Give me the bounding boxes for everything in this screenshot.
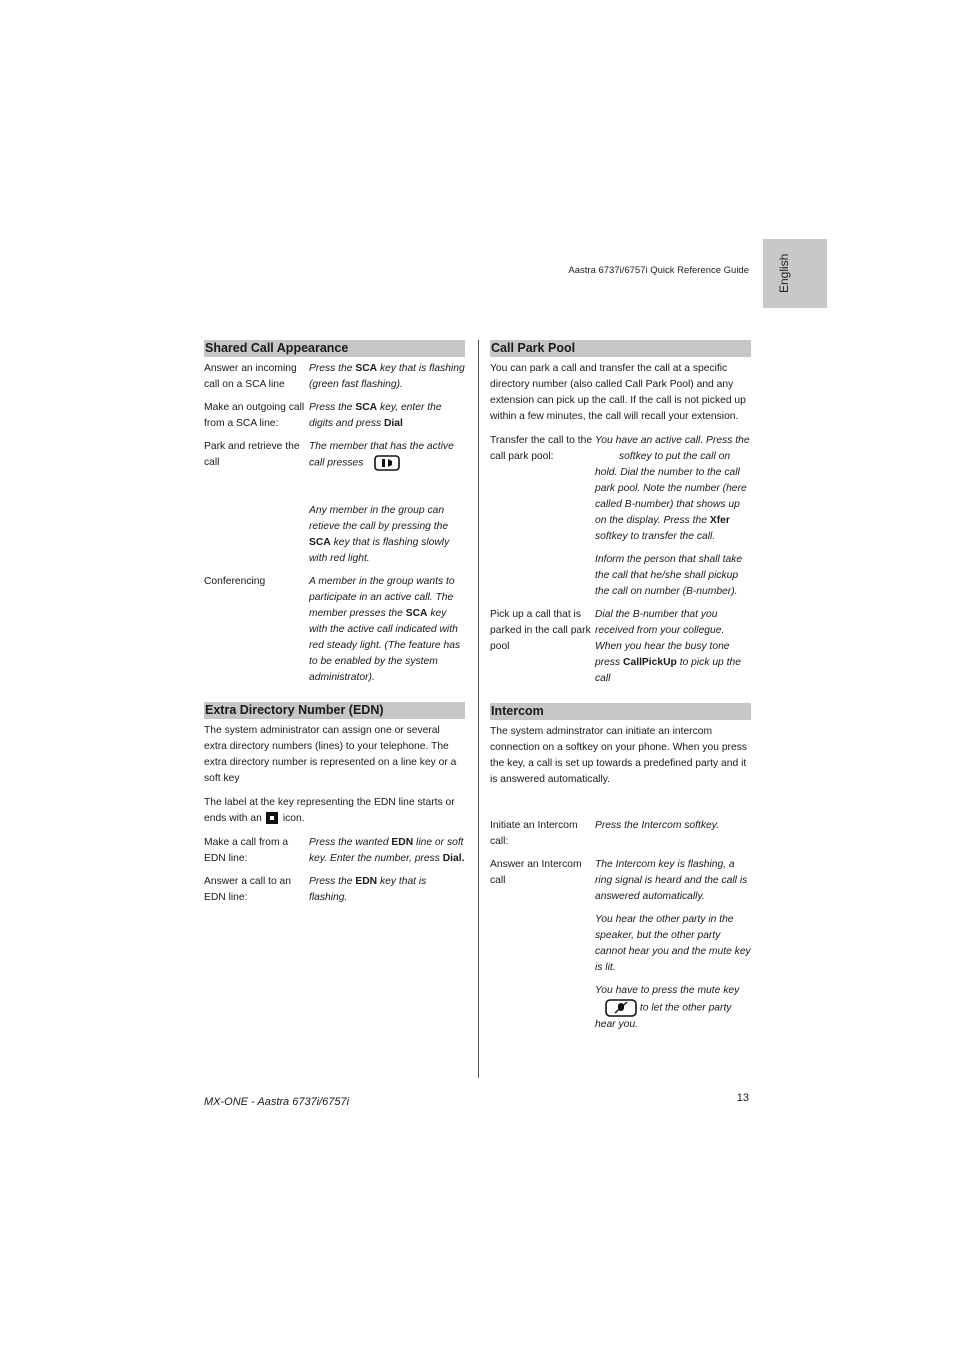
edn-square-icon xyxy=(266,812,278,824)
desc-key: SCA xyxy=(355,363,378,374)
column-divider xyxy=(478,340,479,1078)
row-description xyxy=(309,874,465,906)
note-text: icon. xyxy=(282,812,305,824)
row-description: Press the Intercom softkey. xyxy=(595,820,719,831)
cpp-row-inform xyxy=(490,552,751,600)
desc-text: key that is flashing slowly with red light. xyxy=(309,536,450,564)
desc-text: Dial the B-number that you received from your collegue. When you hear the busy tone press xyxy=(595,609,730,668)
row-label: Make a call from a EDN line: xyxy=(204,836,289,864)
edn-icon-note xyxy=(204,795,465,827)
row-description xyxy=(309,361,465,393)
row-description xyxy=(309,439,465,472)
row-label-empty xyxy=(490,983,595,1033)
intercom-row-answer xyxy=(490,857,751,905)
row-label: Answer a call to an EDN line: xyxy=(204,875,291,903)
desc-key: SCA xyxy=(405,607,428,619)
desc-key: CallPickUp xyxy=(623,657,677,668)
note-text: The label at the key representing the EDN line starts or ends with an xyxy=(204,796,455,824)
mute-key-icon xyxy=(605,999,637,1017)
desc-text: key with the active call indicated with red steady light. (The feature has to be enabled by the system administrator). xyxy=(309,607,461,683)
desc-key: EDN xyxy=(391,836,414,848)
row-description: You hear the other party in the speaker, but the other party cannot hear you and the mute key is lit. xyxy=(595,914,751,973)
edn-row-answer xyxy=(204,874,465,906)
language-tab xyxy=(763,239,827,308)
desc-key: EDN xyxy=(355,875,378,887)
row-description xyxy=(309,574,465,686)
cpp-intro: You can park a call and transfer the call at a specific directory number (also called Call Park Pool) and any extension can pick up the call. If the call is not picked up within a few minutes, the call will recall your extension. xyxy=(490,363,746,422)
intercom-row-mute xyxy=(490,983,751,1033)
edn-intro: The system administrator can assign one or several extra directory numbers (lines) to your telephone. The extra directory number is represented on a line key or a soft key xyxy=(204,724,457,784)
row-description xyxy=(309,835,465,867)
desc-key: Dial. xyxy=(442,852,465,864)
sca-row-retrieve xyxy=(204,503,465,567)
row-description: Inform the person that shall take the call that he/she shall pickup the call on number (B-number). xyxy=(595,554,743,597)
intercom-intro: The system adminstrator can initiate an intercom connection on a softkey on your phone. When you press the key, a call is set up towards a predefined party and it is answered automatically. xyxy=(490,726,748,785)
row-label: Answer an Intercom call xyxy=(490,859,582,886)
desc-text: line or soft key. Enter the number, press xyxy=(309,836,464,864)
guide-title: Aastra 6737i/6757i Quick Reference Guide xyxy=(568,265,749,276)
desc-text: key, enter the digits and press xyxy=(309,402,442,429)
sca-row-park xyxy=(204,439,465,472)
desc-text: You have to press the mute key xyxy=(595,985,740,996)
row-label: Pick up a call that is parked in the call park pool xyxy=(490,609,591,652)
row-label-empty xyxy=(490,552,595,600)
desc-text: to pick up the call xyxy=(595,657,741,684)
desc-key: Xfer xyxy=(709,515,730,526)
desc-key: Dial xyxy=(383,418,403,429)
row-label-empty xyxy=(490,912,595,976)
row-label: Conferencing xyxy=(204,575,266,587)
footer-product: MX-ONE - Aastra 6737i/6757i xyxy=(204,1096,350,1108)
row-label: Park and retrieve the call xyxy=(204,441,300,468)
row-description xyxy=(309,400,465,432)
desc-text: Press the xyxy=(309,402,356,413)
desc-text: Any member in the group can retieve the call by pressing the xyxy=(309,504,449,532)
row-label: Make an outgoing call from a SCA line: xyxy=(204,402,305,429)
desc-key: SCA xyxy=(355,402,378,413)
desc-text: key that is flashing (green fast flashing). xyxy=(309,363,465,390)
row-label: Transfer the call to the call park pool: xyxy=(490,435,593,462)
desc-text: softkey to put the call on hold. Dial the number to the call park pool. Note the number (here called B-number) that shows up on the display. Press the xyxy=(595,451,747,526)
desc-text: softkey to transfer the call. xyxy=(595,531,716,542)
desc-text: Press the xyxy=(309,363,356,374)
sca-row-answer xyxy=(204,361,465,393)
row-description xyxy=(595,607,751,687)
intercom-row-initiate xyxy=(490,818,751,850)
hold-key-icon xyxy=(374,455,400,471)
desc-text: Press the wanted xyxy=(309,836,392,848)
intercom-row-speaker xyxy=(490,912,751,976)
left-column xyxy=(204,340,465,913)
section-title-sca: Shared Call Appearance xyxy=(204,340,465,357)
row-label-empty xyxy=(204,503,309,567)
sca-row-outgoing xyxy=(204,400,465,432)
desc-text: Press the xyxy=(309,875,356,887)
desc-key: SCA xyxy=(309,536,331,548)
desc-text: You have an active call. Press the xyxy=(595,435,750,446)
page-number: 13 xyxy=(736,1092,749,1104)
language-tab-label: English xyxy=(777,253,791,293)
section-title-edn: Extra Directory Number (EDN) xyxy=(204,702,465,719)
desc-text: key that is flashing. xyxy=(309,875,427,903)
cpp-row-pickup xyxy=(490,607,751,687)
desc-text: to let the other party hear you. xyxy=(595,1002,732,1030)
desc-text: A member in the group wants to participate in an active call. The member presses the xyxy=(309,575,455,619)
row-description xyxy=(595,433,751,545)
section-title-intercom: Intercom xyxy=(490,703,751,720)
row-description xyxy=(309,503,465,567)
row-label: Answer an incoming call on a SCA line xyxy=(204,363,297,390)
row-description xyxy=(595,983,751,1033)
row-description: The Intercom key is flashing, a ring signal is heard and the call is answered automatically. xyxy=(595,859,748,902)
sca-row-conferencing xyxy=(204,574,465,686)
cpp-row-transfer xyxy=(490,433,751,545)
row-label: Initiate an Intercom call: xyxy=(490,820,578,847)
desc-text: The member that has the active call presses xyxy=(309,441,454,469)
edn-row-make-call xyxy=(204,835,465,867)
right-column xyxy=(490,340,751,1040)
section-title-call-park-pool: Call Park Pool xyxy=(490,340,751,357)
